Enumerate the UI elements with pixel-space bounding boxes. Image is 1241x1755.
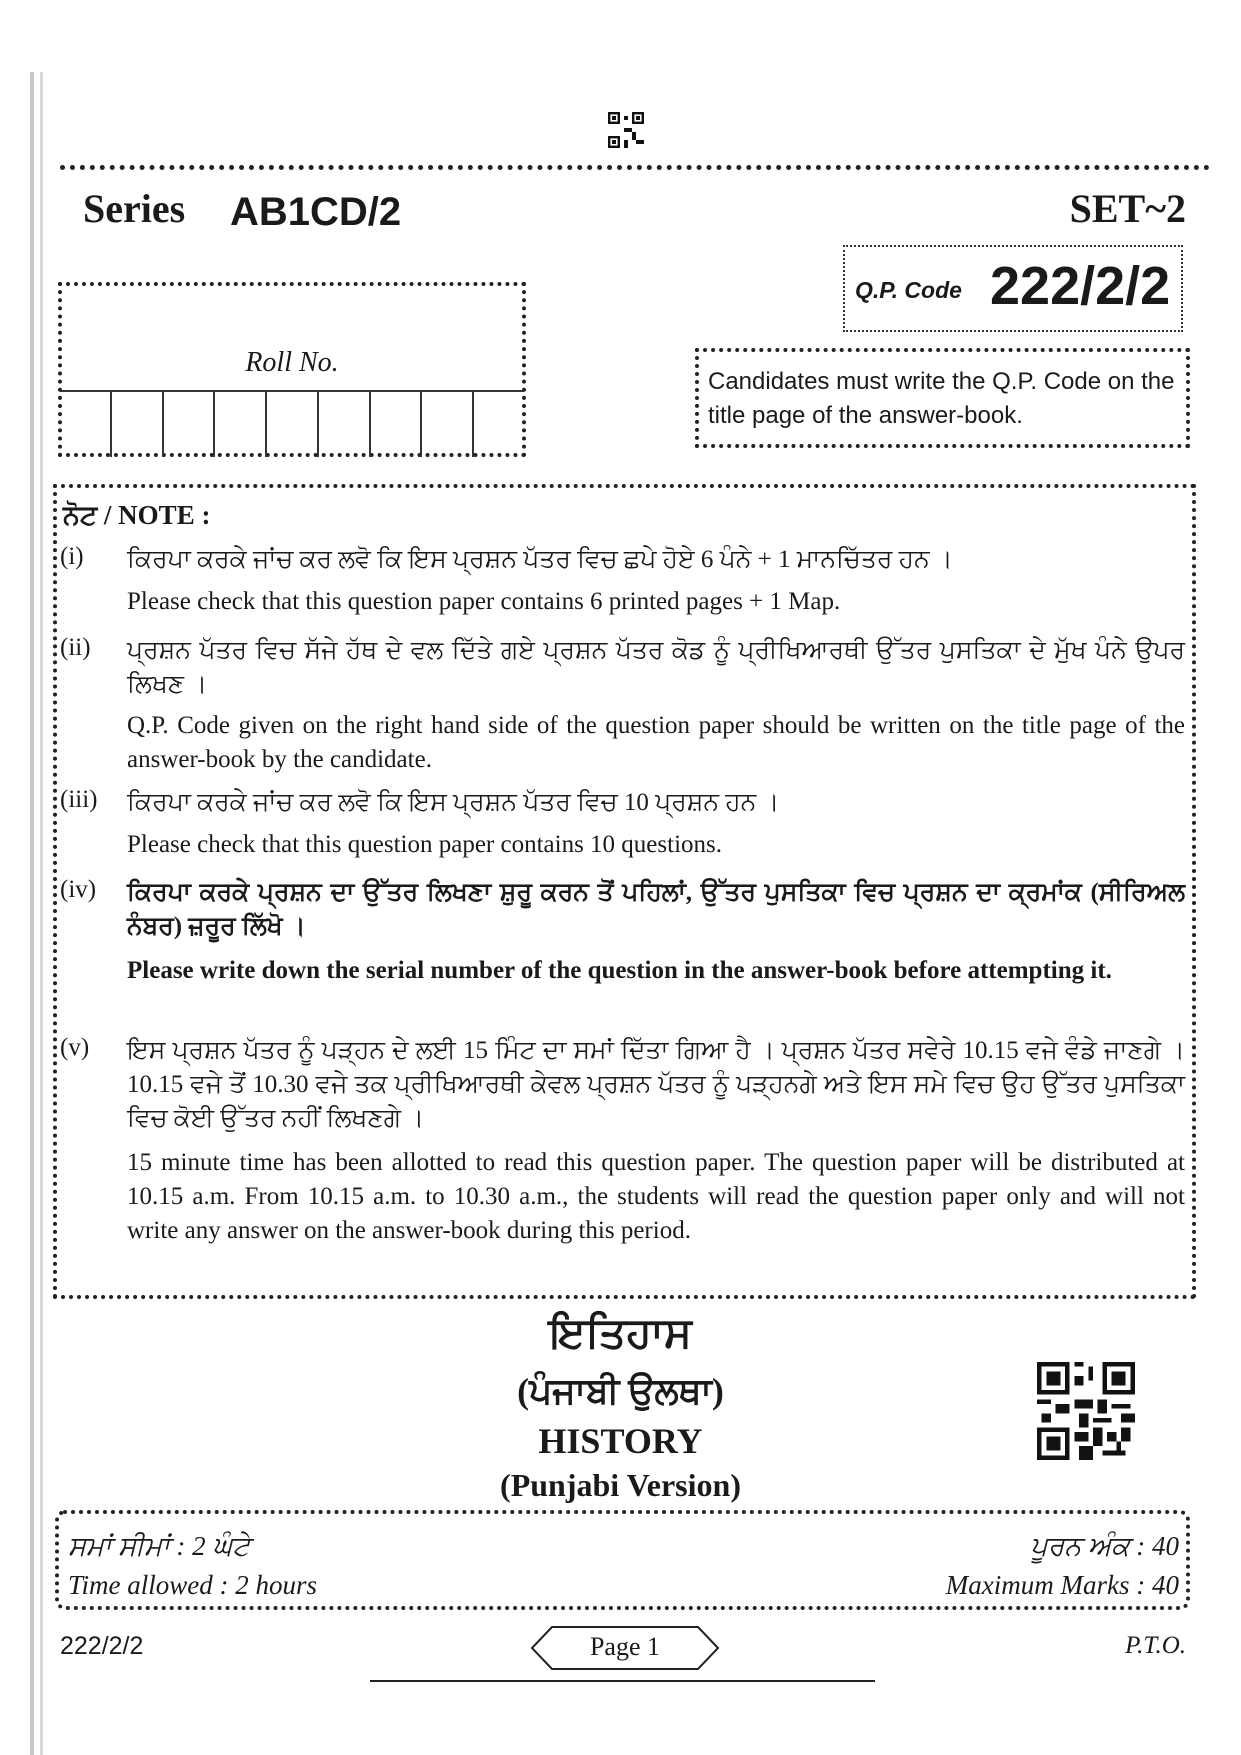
series-code: AB1CD/2: [230, 190, 402, 234]
note-item-english: Please write down the serial number of the question in the answer-book before attempting it.: [127, 957, 1112, 984]
qr-code-small: [608, 112, 644, 148]
roll-no-cell[interactable]: [422, 392, 474, 457]
note-item-english: Please check that this question paper contains 6 printed pages + 1 Map.: [127, 588, 841, 615]
qp-code-value: 222/2/2: [990, 256, 1171, 316]
roll-no-cell[interactable]: [371, 392, 423, 457]
max-marks-english: Maximum Marks : 40: [945, 1570, 1179, 1600]
roll-no-cell[interactable]: [112, 392, 164, 457]
note-item-punjabi: ਕਿਰਪਾ ਕਰਕੇ ਪ੍ਰਸ਼ਨ ਦਾ ਉੱਤਰ ਲਿਖਣਾ ਸ਼ੁਰੂ ਕਰਨ ਤੋਂ ਪਹਿਲਾਂ, ਉੱਤਰ ਪੁਸਤਿਕਾ ਵਿਚ ਪ੍ਰਸ਼ਨ ਦਾ ਕ੍ਰਮਾਂਕ (ਸੀਰਿਅਲ ਨੰਬਰ) ਜ਼ਰੂਰ ਲਿੱਖੋ ।: [127, 879, 1185, 940]
roll-no-cell[interactable]: [60, 392, 112, 457]
note-item-punjabi: ਪ੍ਰਸ਼ਨ ਪੱਤਰ ਵਿਚ ਸੱਜੇ ਹੱਥ ਦੇ ਵਲ ਦਿੱਤੇ ਗਏ ਪ੍ਰਸ਼ਨ ਪੱਤਰ ਕੋਡ ਨੂੰ ਪ੍ਰੀਖਿਆਰਥੀ ਉੱਤਰ ਪੁਸਤਿਕਾ ਦੇ ਮੁੱਖ ਪੰਨੇ ਉਪਰ ਲਿਖਣ ।: [127, 637, 1185, 698]
qr-code-large: [1037, 1362, 1135, 1460]
time-allowed-english: Time allowed : 2 hours: [68, 1570, 318, 1600]
max-marks-punjabi: ਪੂਰਨ ਅੰਕ : 40: [1030, 1531, 1179, 1561]
qp-code-label: Q.P. Code: [855, 277, 962, 303]
note-item-number: (i): [60, 543, 84, 570]
time-allowed-punjabi: ਸਮਾਂ ਸੀਮਾਂ : 2 ਘੰਟੇ: [68, 1531, 250, 1561]
note-item-english: 15 minute time has been allotted to read this question paper. The question paper will be distributed at 10.15 a.m. From 10.15 a.m. to 10.30 a.m., the students will read the question paper only and will not write any answer on the answer-book during this period.: [127, 1149, 1185, 1244]
top-dotted-rule: [60, 165, 1210, 170]
series-label: Series: [83, 186, 186, 231]
page-number: Page 1: [589, 1632, 661, 1661]
note-item-number: (iii): [60, 786, 98, 813]
title-english-sub: (Punjabi Version): [500, 1467, 741, 1503]
title-english: HISTORY: [538, 1421, 703, 1461]
footer-qp-code: 222/2/2: [60, 1632, 144, 1660]
note-item-english: Please check that this question paper contains 10 questions.: [127, 831, 723, 858]
roll-no-cell[interactable]: [319, 392, 371, 457]
roll-no-cell[interactable]: [474, 392, 524, 457]
roll-no-label: Roll No.: [245, 347, 339, 378]
roll-no-cell[interactable]: [215, 392, 267, 457]
note-item-english: Q.P. Code given on the right hand side of the question paper should be written on the title page of the answer-book by the candidate.: [127, 712, 1185, 773]
title-punjabi-sub: (ਪੰਜਾਬੀ ਉਲਥਾ): [517, 1371, 724, 1411]
note-item-punjabi: ਇਸ ਪ੍ਰਸ਼ਨ ਪੱਤਰ ਨੂੰ ਪੜ੍ਹਨ ਦੇ ਲਈ 15 ਮਿੰਟ ਦਾ ਸਮਾਂ ਦਿੱਤਾ ਗਿਆ ਹੈ । ਪ੍ਰਸ਼ਨ ਪੱਤਰ ਸਵੇਰੇ 10.15 ਵਜੇ ਵੰਡੇ ਜਾਣਗੇ । 10.15 ਵਜੇ ਤੋਂ 10.30 ਵਜੇ ਤਕ ਪ੍ਰੀਖਿਆਰਥੀ ਕੇਵਲ ਪ੍ਰਸ਼ਨ ਪੱਤਰ ਨੂੰ ਪੜ੍ਹਨਗੇ ਅਤੇ ਇਸ ਸਮੇ ਵਿਚ ਉਹ ਉੱਤਰ ਪੁਸਤਿਕਾ ਵਿਚ ਕੋਈ ਉੱਤਰ ਨਹੀਂ ਲਿਖਣਗੇ ।: [127, 1037, 1185, 1132]
candidate-note-text: Candidates must write the Q.P. Code on the title page of the answer-book.: [708, 368, 1175, 429]
note-item-punjabi: ਕਿਰਪਾ ਕਰਕੇ ਜਾਂਚ ਕਰ ਲਵੋ ਕਿ ਇਸ ਪ੍ਰਸ਼ਨ ਪੱਤਰ ਵਿਚ ਛਪੇ ਹੋਏ 6 ਪੰਨੇ + 1 ਮਾਨਚਿੱਤਰ ਹਨ ।: [127, 546, 953, 573]
set-label: SET~2: [1069, 186, 1186, 231]
footer-rule: [370, 1680, 875, 1682]
note-heading: ਨੋਟ / NOTE :: [63, 500, 211, 530]
roll-no-cell[interactable]: [164, 392, 216, 457]
roll-no-cell[interactable]: [267, 392, 319, 457]
note-item-punjabi: ਕਿਰਪਾ ਕਰਕੇ ਜਾਂਚ ਕਰ ਲਵੋ ਕਿ ਇਸ ਪ੍ਰਸ਼ਨ ਪੱਤਰ ਵਿਚ 10 ਪ੍ਰਸ਼ਨ ਹਨ ।: [127, 789, 780, 816]
note-item-number: (ii): [60, 634, 91, 661]
note-item-number: (iv): [60, 876, 97, 903]
roll-no-cells[interactable]: [60, 390, 524, 457]
please-turn-over: P.T.O.: [1125, 1632, 1186, 1659]
note-item-number: (v): [60, 1034, 90, 1061]
title-punjabi: ਇਤਿਹਾਸ: [549, 1311, 692, 1357]
